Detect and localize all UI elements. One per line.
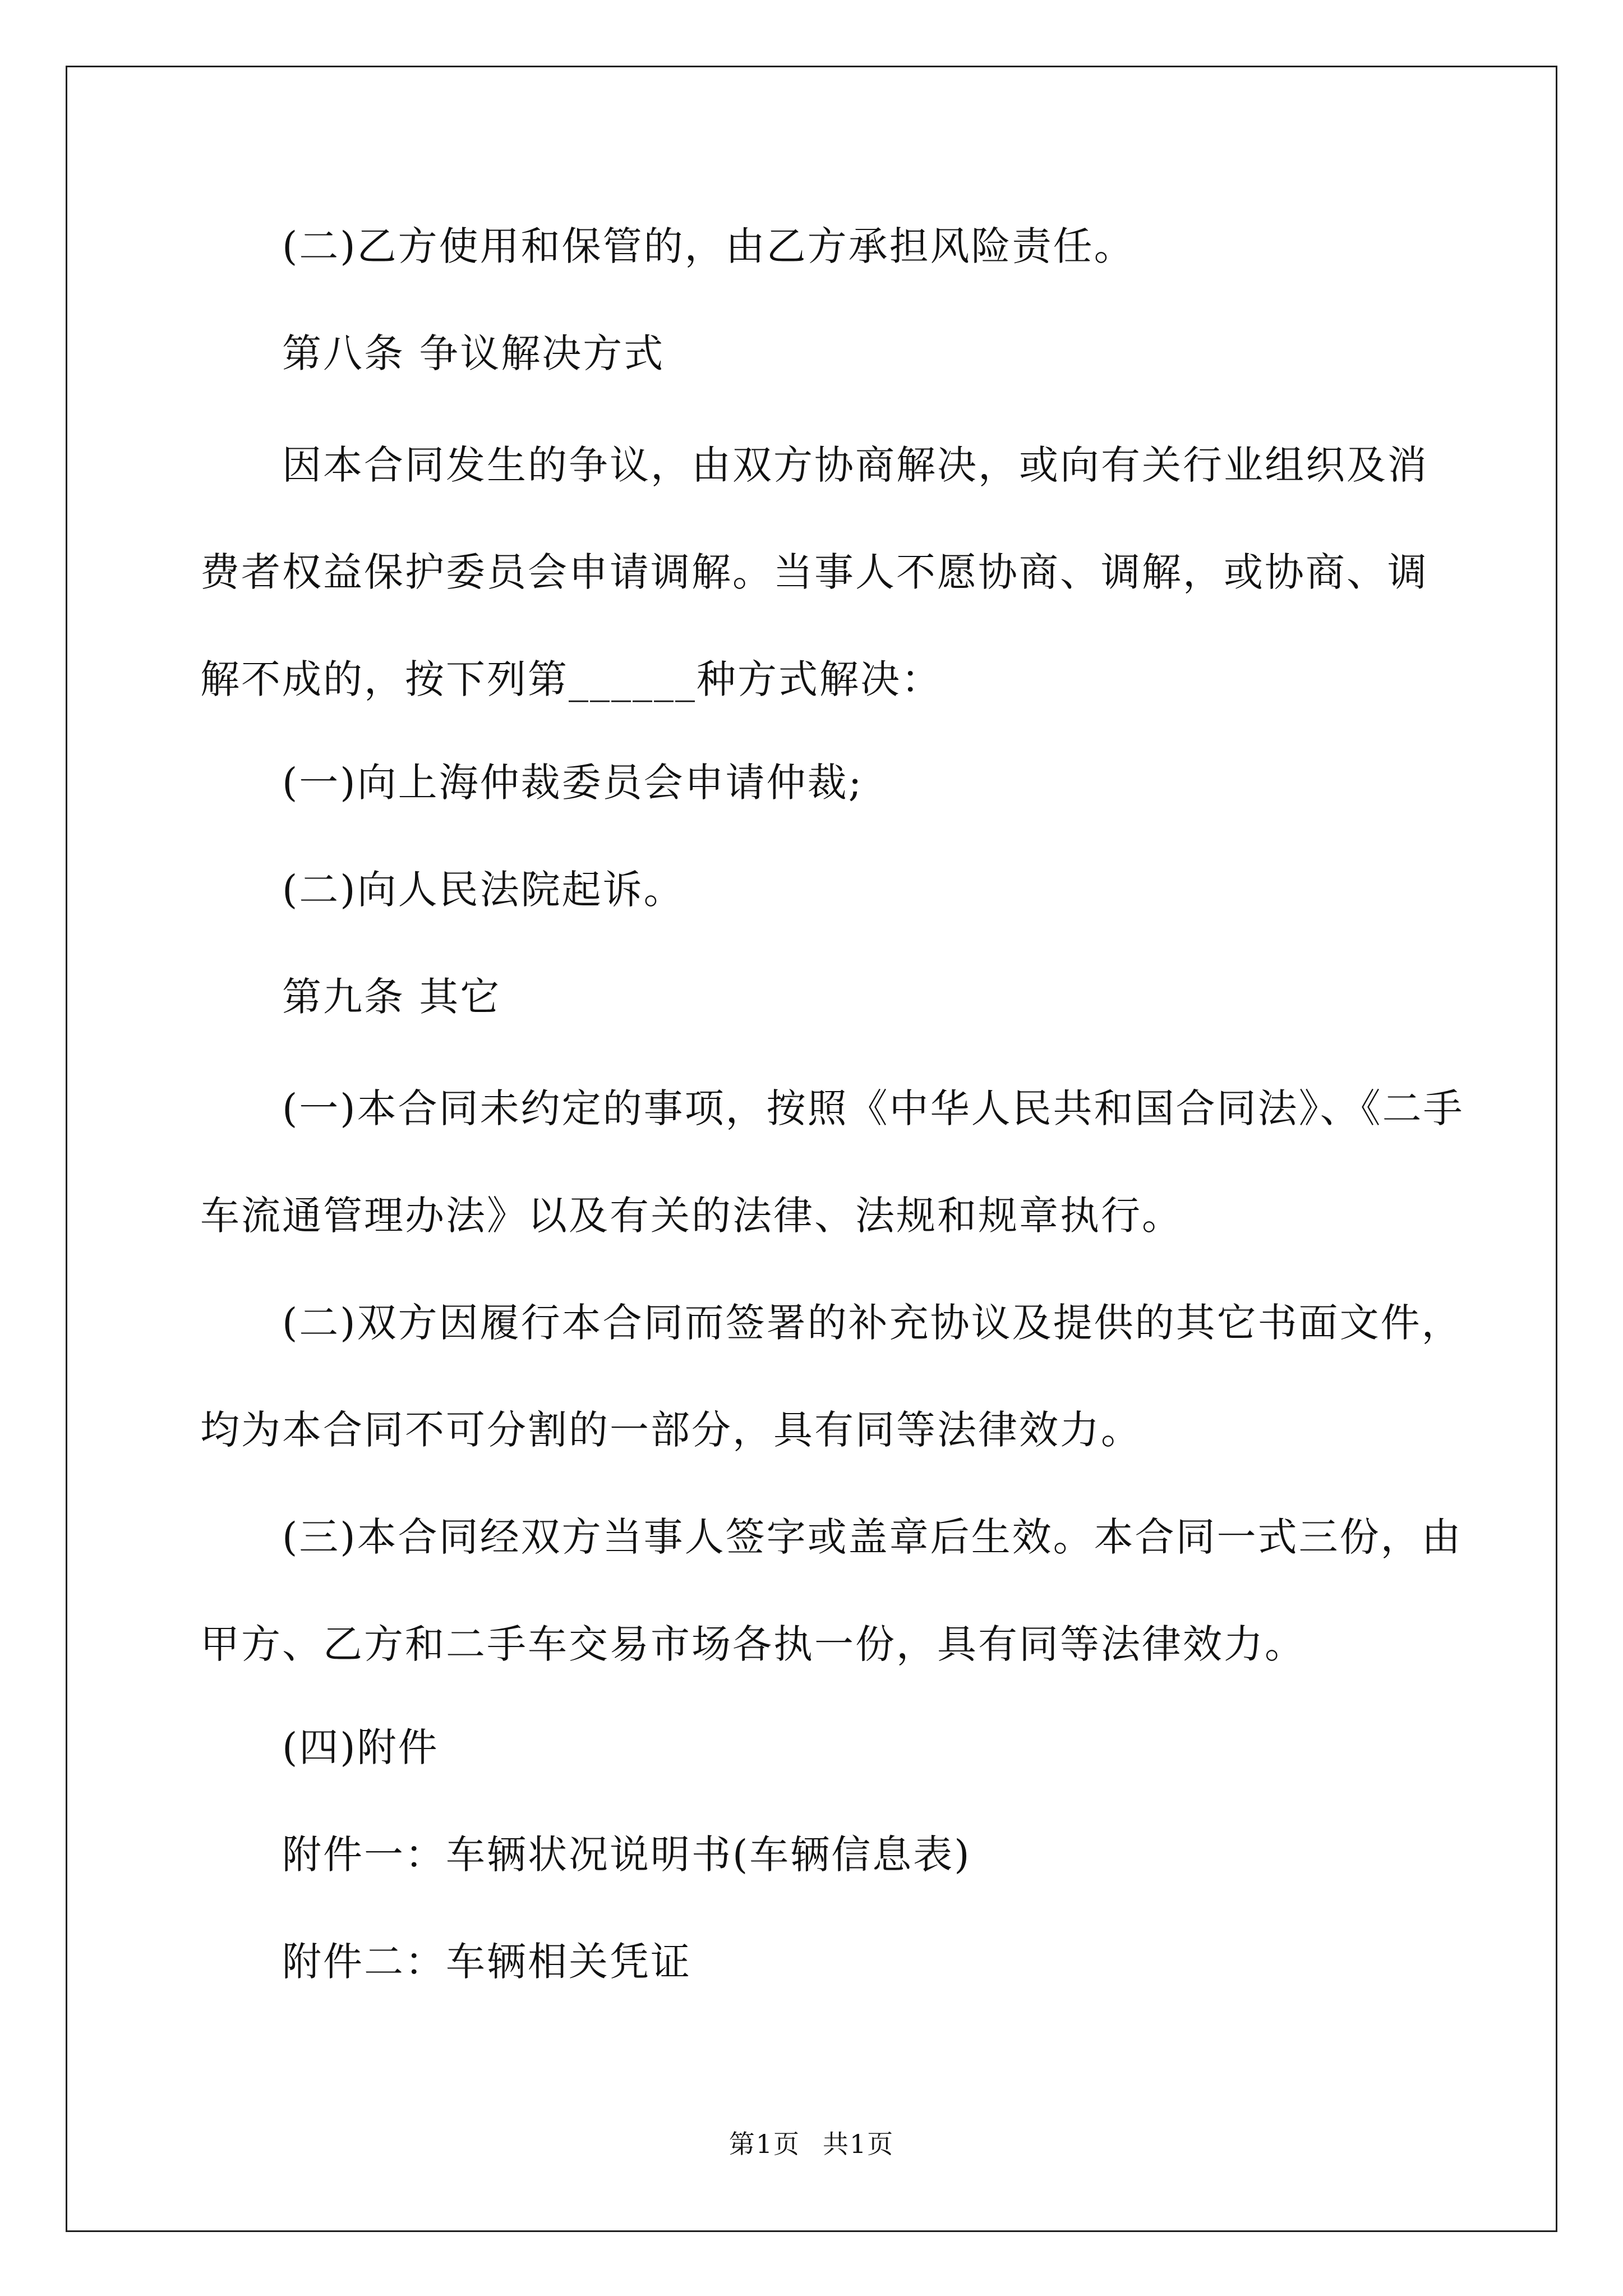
attachment-1: 附件一：车辆状况说明书(车辆信息表) bbox=[282, 1832, 971, 1878]
article-9-item-2: (二)双方因履行本合同而签署的补充协议及提供的其它书面文件，均为本合同不可分割的一部分，具有同等法律效力。 bbox=[200, 1300, 1463, 1453]
page-footer bbox=[0, 2127, 1623, 2161]
article-8-heading: 第八条 争议解决方式 bbox=[282, 330, 665, 376]
article-8-option-1: (一)向上海仲裁委员会申请仲裁; bbox=[282, 760, 864, 806]
article-9-item-4: (四)附件 bbox=[282, 1724, 439, 1770]
article-9-item-3: (三)本合同经双方当事人签字或盖章后生效。本合同一式三份，由甲方、乙方和二手车交易市场各执一份，具有同等法律效力。 bbox=[200, 1514, 1463, 1667]
attachment-2: 附件二：车辆相关凭证 bbox=[282, 1939, 691, 1985]
page-total: 共1页 bbox=[823, 2129, 895, 2159]
article-9-heading: 第九条 其它 bbox=[282, 974, 501, 1020]
page-number: 第1页 bbox=[728, 2129, 800, 2159]
article-9-item-1: (一)本合同未约定的事项，按照《中华人民共和国合同法》、《二手车流通管理办法》以及有关的法律、法规和规章执行。 bbox=[200, 1085, 1464, 1239]
clause-7-item-2: (二)乙方使用和保管的，由乙方承担风险责任。 bbox=[282, 223, 1135, 269]
article-8-option-2: (二)向人民法院起诉。 bbox=[282, 867, 685, 913]
article-8-body: 因本合同发生的争议，由双方协商解决，或向有关行业组织及消费者权益保护委员会申请调解。当事人不愿协商、调解，或协商、调解不成的，按下列第______种方式解决： bbox=[200, 442, 1428, 702]
